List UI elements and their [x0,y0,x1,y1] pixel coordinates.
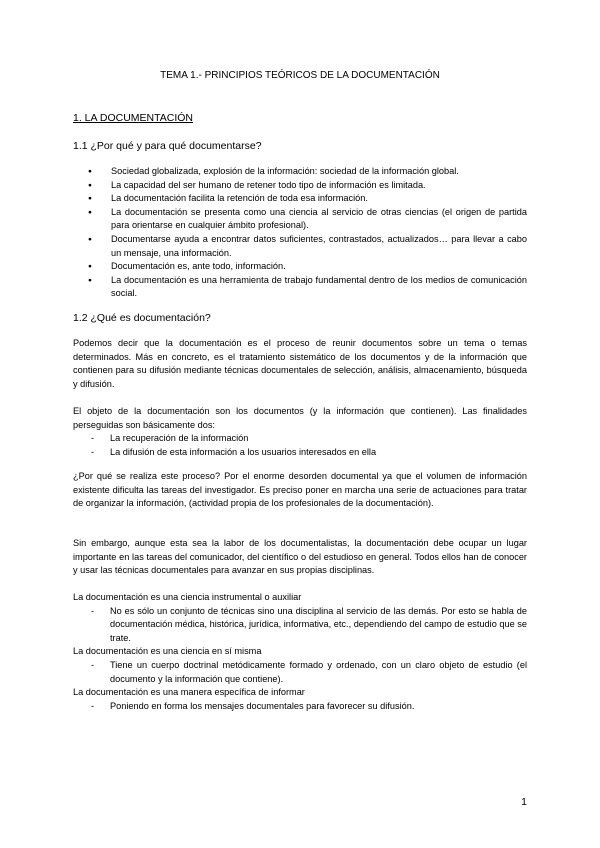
paragraph: Podemos decir que la documentación es el proceso de reunir documentos sobre un tema o temas determinados. Más en concreto, es el tratamiento sistemático de los documentos y de la información que contienen para su difusión mediante técnicas documentales de selección, análisis, almacenamiento, búsqueda y difusión. [73,338,527,389]
page-number: 1 [521,796,527,808]
section-heading: 1. LA DOCUMENTACIÓN [73,112,193,124]
paragraph: Sin embargo, aunque esta sea la labor de los documentalistas, la documentación debe ocupar un lugar importante en las tareas del comunicador, del científico o del estudioso en general. Todos ellos han de conocer y usar las técnicas documentales para avanzar en sus propias disciplinas. [73,538,527,576]
list-item: ● Documentarse ayuda a encontrar datos suficientes, contrastados, actualizados… para llevar a cabo un mensaje, una información. [73,233,527,260]
paragraph: El objeto de la documentación son los documentos (y la información que contienen). Las finalidades perseguidas son básicamente dos: [73,406,527,430]
definition-line: La documentación es una ciencia instrumental o auxiliar [73,592,302,602]
dash-list [73,659,527,686]
paragraph: ¿Por qué se realiza este proceso? Por el enorme desorden documental ya que el volumen de información existente dificulta las tareas del investigador. Es preciso poner en marcha una serie de actuaciones para tratar de organizar la información, (actividad propia de los profesionales de la documentación). [73,471,527,509]
definition-line: La documentación es una manera específica de informar [73,687,305,698]
list-item: ● La documentación es una herramienta de trabajo fundamental dentro de los medios de comunicación social. [73,274,527,301]
list-item: ● Documentación es, ante todo, información. [73,260,527,274]
dash-list [73,432,527,459]
list-item: - Poniendo en forma los mensajes documentales para favorecer su difusión. [73,700,527,714]
definitions-block [73,591,527,713]
paragraph-object [73,405,527,459]
document-title: TEMA 1.- PRINCIPIOS TEÓRICOS DE LA DOCUMENTACIÓN [160,70,440,81]
bullet-list [73,165,527,301]
list-item: ● Sociedad globalizada, explosión de la información: sociedad de la información global. [73,165,527,179]
definition-line: La documentación es una ciencia en sí misma [73,646,262,657]
list-item: - La difusión de esta información a los usuarios interesados en ella [73,446,527,460]
list-item: ● La capacidad del ser humano de retener todo tipo de información es limitada. [73,179,527,193]
list-item: - No es sólo un conjunto de técnicas sino una disciplina al servicio de las demás. Por esto se habla de documentación médica, histórica, jurídica, informativa, etc., dependiendo del campo de estudio que se trate. [73,605,527,646]
list-item: - La recuperación de la información [73,432,527,446]
list-item: - Tiene un cuerpo doctrinal metódicamente formado y ordenado, con un claro objeto de estudio (el documento y la información que contiene). [73,659,527,686]
list-item: ● La documentación se presenta como una ciencia al servicio de otras ciencias (el origen de partida para orientarse en cualquier ámbito profesional). [73,206,527,233]
paragraph-however [73,537,527,578]
list-item: ● La documentación facilita la retención de toda esa información. [73,192,527,206]
subsection-heading-1-2: 1.2 ¿Qué es documentación? [73,312,211,324]
subsection-heading-1-1: 1.1 ¿Por qué y para qué documentarse? [73,140,262,152]
bullet-list-block [73,165,527,301]
dash-list [73,700,527,714]
dash-list [73,605,527,646]
paragraph-why [73,470,527,511]
paragraph-definition [73,337,527,391]
